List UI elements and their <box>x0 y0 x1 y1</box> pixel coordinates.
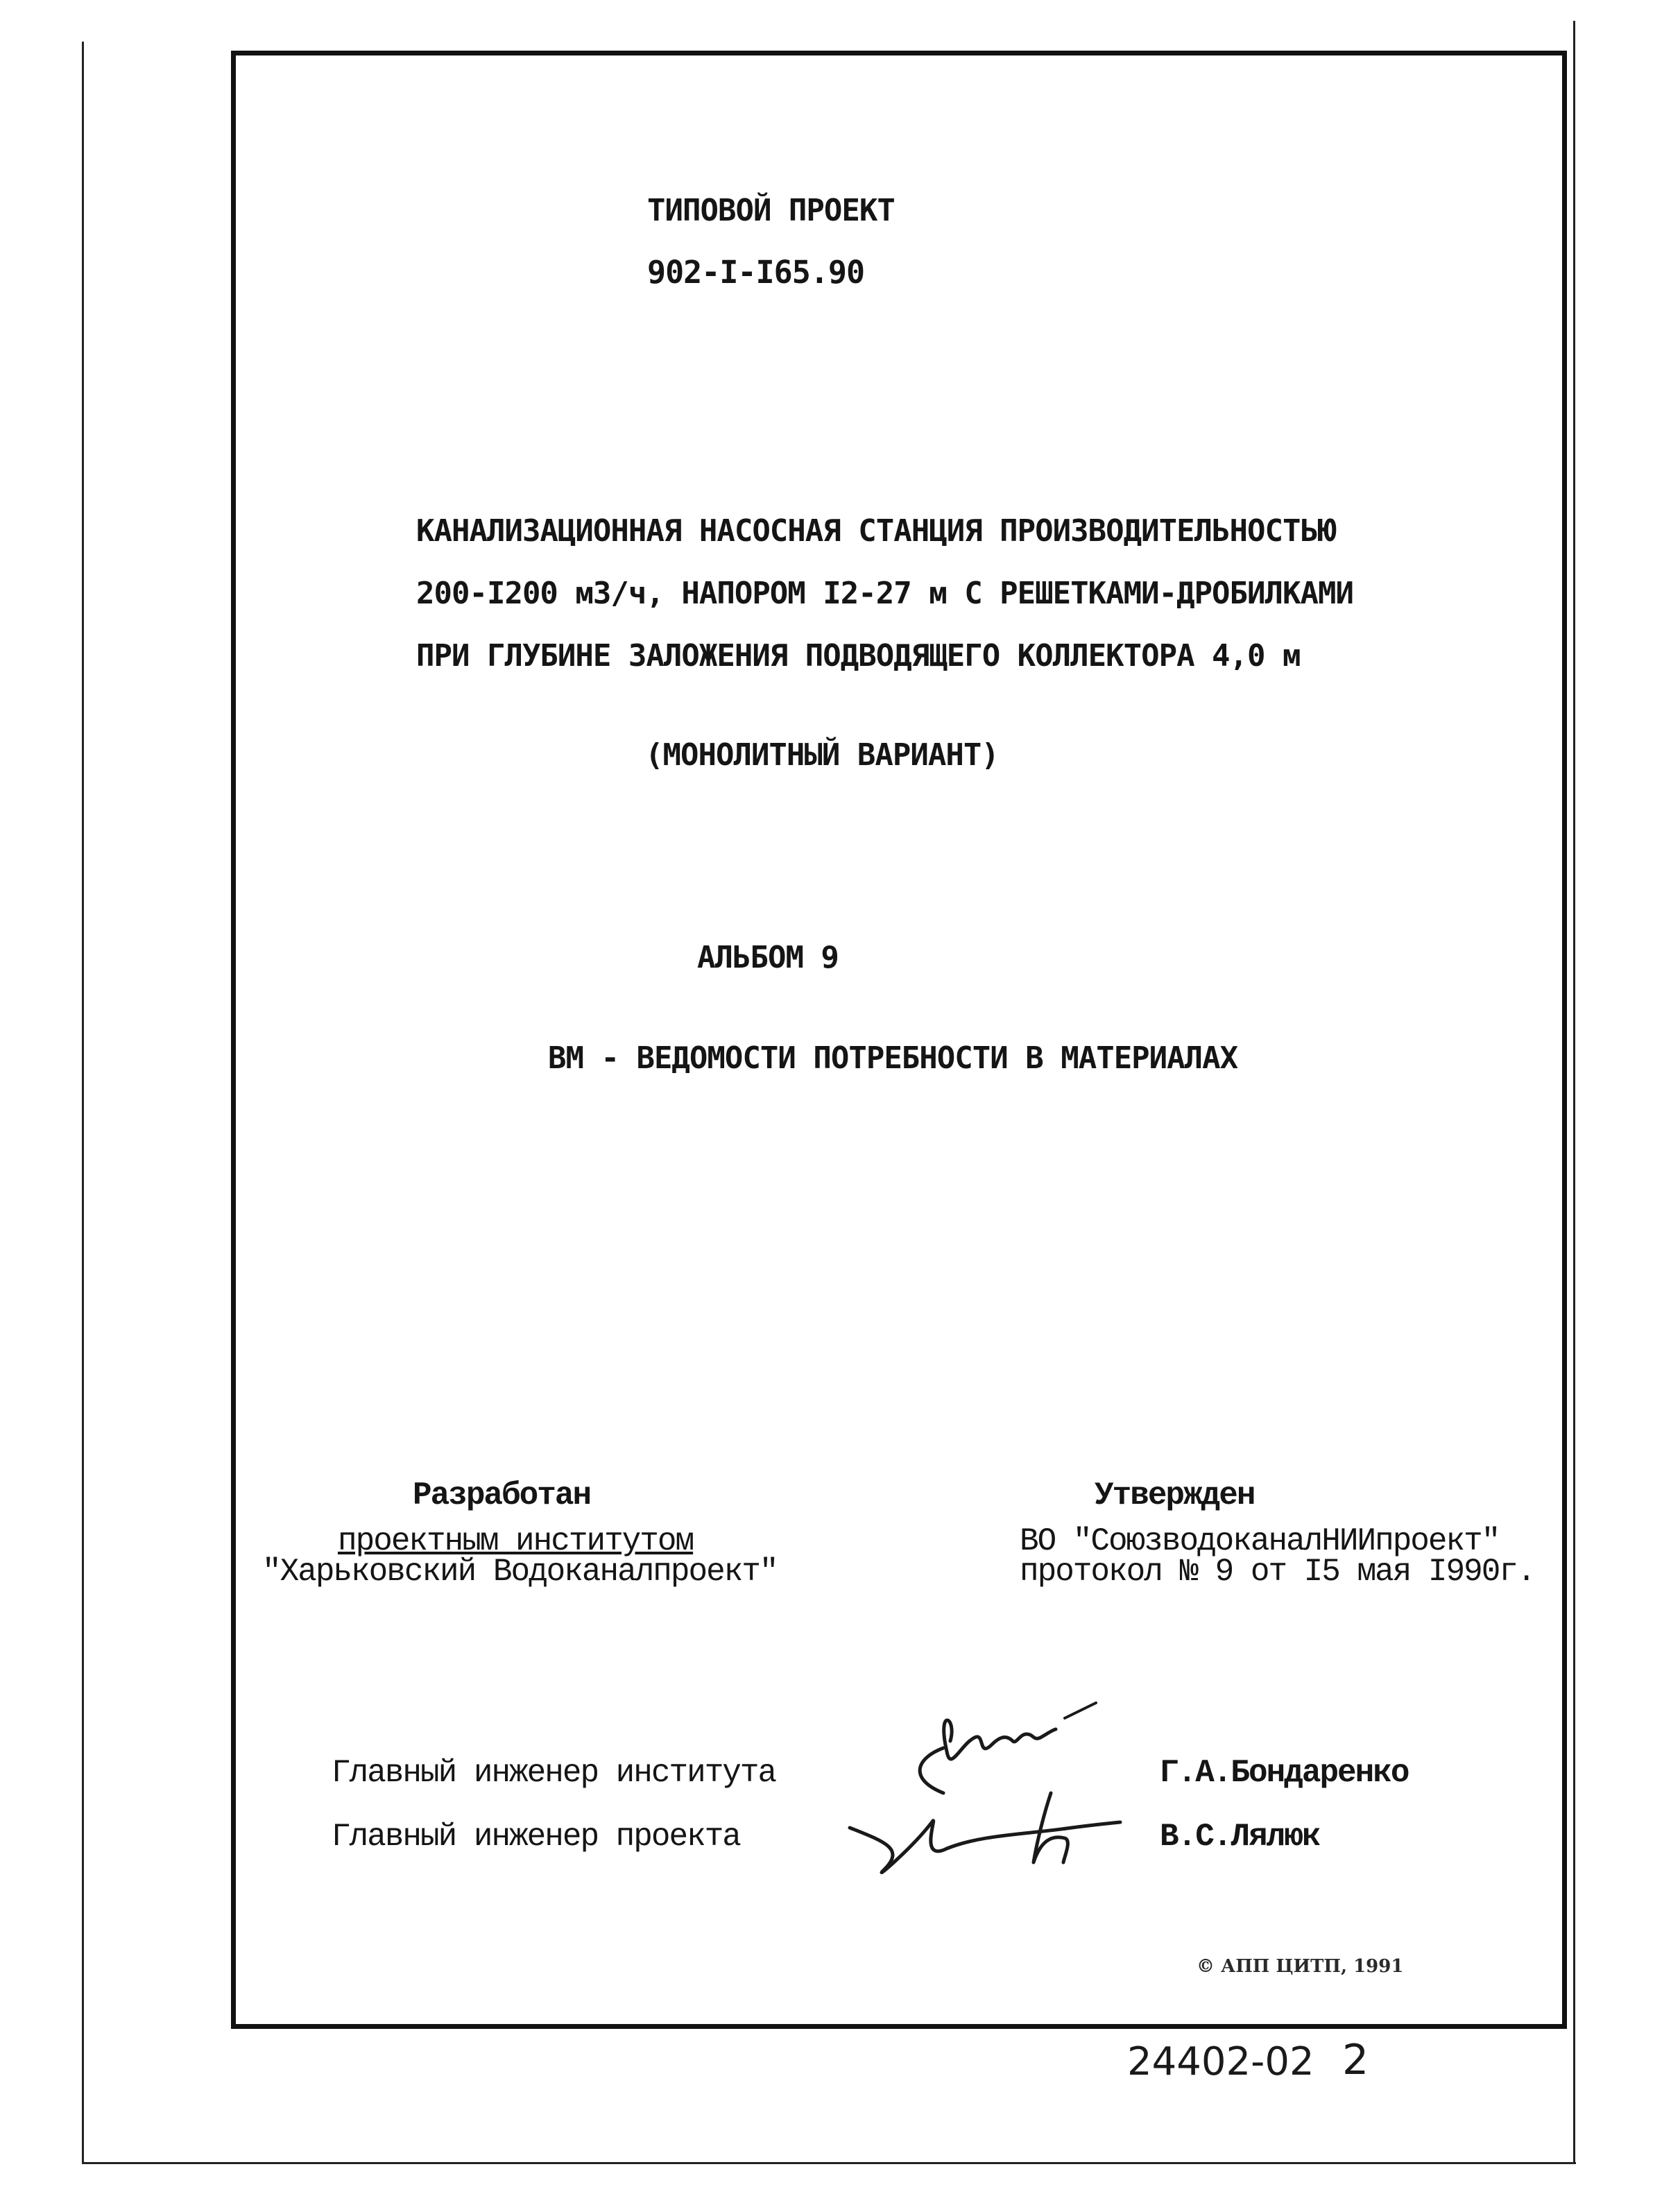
left-scan-edge <box>82 42 84 2164</box>
title-line-2: 200-I200 м3/ч, НАПОРОМ I2-27 м С РЕШЕТКАМИ-ДРОБИЛКАМИ <box>416 576 1353 611</box>
album-subject: ВМ - ВЕДОМОСТИ ПОТРЕБНОСТИ В МАТЕРИАЛАХ <box>548 1040 1238 1076</box>
bottom-scan-edge <box>83 2162 1576 2164</box>
album-label: АЛЬБОМ 9 <box>697 940 839 975</box>
developed-line-2: "Харьковский Водоканалпроект" <box>262 1554 778 1590</box>
variant-label: (МОНОЛИТНЫЙ ВАРИАНТ) <box>645 737 999 773</box>
sheet-number: 2 <box>1342 2036 1369 2084</box>
signer-name-2: В.С.Лялюк <box>1160 1819 1320 1855</box>
approved-line-2: протокол № 9 от I5 мая I990г. <box>1020 1554 1535 1590</box>
project-number: 902-I-I65.90 <box>647 254 865 291</box>
signature-2-image <box>843 1786 1134 1890</box>
title-line-3: ПРИ ГЛУБИНЕ ЗАЛОЖЕНИЯ ПОДВОДЯЩЕГО КОЛЛЕКТОРА 4,0 м <box>416 638 1301 674</box>
approved-line-1: ВО "СоюзводоканалНИИпроект" <box>1020 1523 1500 1559</box>
right-scan-edge <box>1573 21 1575 2164</box>
signer-role-2: Главный инженер проекта <box>332 1819 740 1855</box>
title-line-1: КАНАЛИЗАЦИОННАЯ НАСОСНАЯ СТАНЦИЯ ПРОИЗВОДИТЕЛЬНОСТЬЮ <box>416 513 1336 549</box>
signer-role-1: Главный инженер института <box>332 1755 776 1791</box>
developed-heading: Разработан <box>413 1477 591 1514</box>
project-type: ТИПОВОЙ ПРОЕКТ <box>647 193 895 228</box>
copyright-notice: © АПП ЦИТП, 1991 <box>1197 1956 1404 1977</box>
approved-heading: Утвержден <box>1095 1477 1255 1514</box>
sheet-code: 24402-02 <box>1127 2039 1314 2084</box>
signer-name-1: Г.А.Бондаренко <box>1160 1755 1409 1791</box>
developed-line-1: проектным институтом <box>338 1523 694 1559</box>
